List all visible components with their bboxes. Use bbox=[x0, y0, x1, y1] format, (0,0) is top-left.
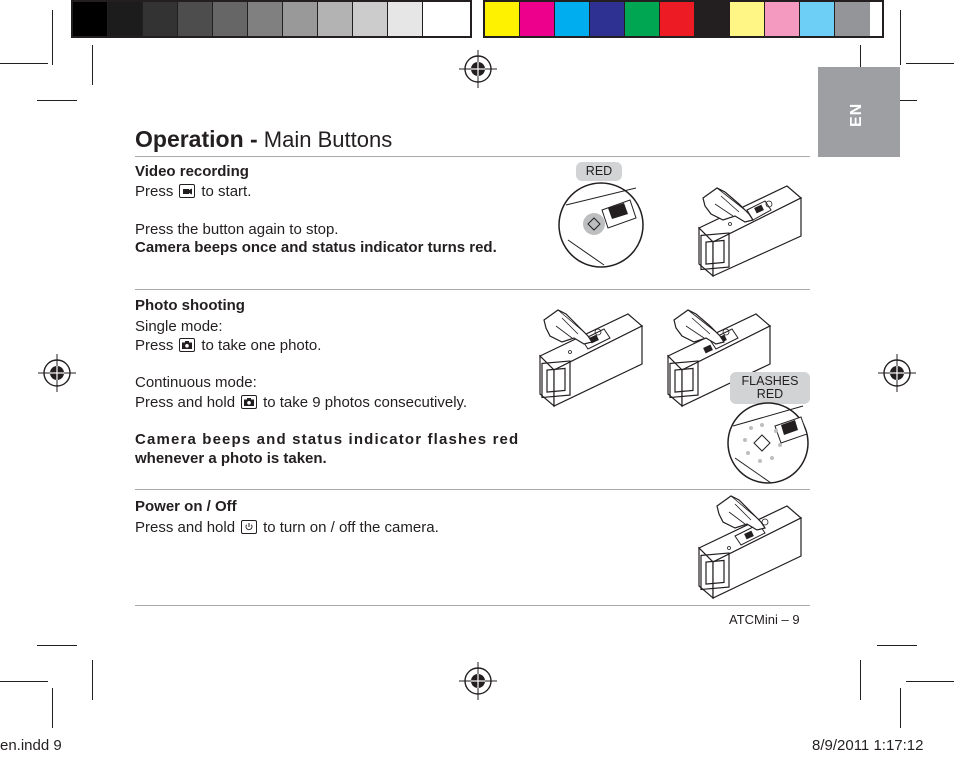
power-heading: Power on / Off bbox=[135, 498, 237, 515]
power-hold-line bbox=[135, 519, 439, 537]
video-start-text: to start. bbox=[201, 183, 252, 200]
registration-mark-bottom bbox=[459, 662, 497, 700]
video-heading: Video recording bbox=[135, 163, 249, 180]
photo-note-line2: whenever a photo is taken. bbox=[135, 450, 327, 467]
color-swatch bbox=[765, 2, 800, 36]
video-note: Camera beeps once and status indicator turns red. bbox=[135, 239, 497, 256]
crop-mark bbox=[906, 63, 954, 64]
crop-mark bbox=[900, 688, 901, 728]
photo-press-line bbox=[135, 337, 321, 355]
crop-mark bbox=[900, 10, 901, 65]
video-press-text: Press bbox=[135, 183, 174, 200]
slug-date: 8/9/2011 1:17:12 bbox=[812, 737, 924, 754]
registration-mark-right bbox=[878, 354, 916, 392]
title-rule bbox=[135, 156, 810, 157]
color-swatch bbox=[800, 2, 835, 36]
flashes-badge-line2: RED bbox=[756, 387, 784, 401]
power-hold-text: Press and hold bbox=[135, 519, 236, 536]
crop-mark bbox=[52, 10, 53, 65]
footer-rule bbox=[135, 605, 810, 606]
photo-take-nine-text: to take 9 photos consecutively. bbox=[263, 394, 468, 411]
grayscale-bar bbox=[71, 0, 472, 38]
page-title bbox=[135, 126, 392, 153]
section-rule bbox=[135, 489, 810, 490]
page-number: ATCMini – 9 bbox=[729, 612, 800, 627]
continuous-mode-label: Continuous mode: bbox=[135, 374, 257, 391]
color-bar bbox=[483, 0, 884, 38]
flashing-indicator-zoom bbox=[725, 400, 811, 486]
photo-hold-text: Press and hold bbox=[135, 394, 236, 411]
gray-swatch bbox=[213, 2, 248, 36]
photo-heading: Photo shooting bbox=[135, 297, 245, 314]
red-status-badge: RED bbox=[576, 162, 622, 181]
photo-press-text: Press bbox=[135, 337, 174, 354]
crop-mark bbox=[860, 660, 861, 700]
crop-mark bbox=[52, 688, 53, 728]
crop-mark bbox=[92, 45, 93, 85]
video-camera-icon bbox=[179, 184, 195, 198]
gray-swatch bbox=[353, 2, 388, 36]
photo-take-one-text: to take one photo. bbox=[201, 337, 322, 354]
page-title-bold: Operation - bbox=[135, 126, 258, 152]
section-rule bbox=[135, 289, 810, 290]
crop-mark bbox=[92, 660, 93, 700]
gray-swatch bbox=[283, 2, 318, 36]
crop-mark bbox=[37, 100, 77, 101]
color-swatch bbox=[555, 2, 590, 36]
gray-swatch bbox=[108, 2, 143, 36]
color-swatch bbox=[625, 2, 660, 36]
color-swatch bbox=[660, 2, 695, 36]
gray-swatch bbox=[423, 2, 458, 36]
photo-camera-icon bbox=[241, 395, 257, 409]
registration-mark-left bbox=[38, 354, 76, 392]
crop-mark bbox=[0, 63, 48, 64]
power-turn-text: to turn on / off the camera. bbox=[263, 519, 439, 536]
photo-hold-line bbox=[135, 394, 467, 412]
status-indicator-zoom bbox=[556, 180, 646, 270]
color-swatch bbox=[695, 2, 730, 36]
photo-note-line1: Camera beeps and status indicator flashes red bbox=[135, 431, 520, 448]
slug-filename: en.indd 9 bbox=[0, 737, 62, 754]
video-press-line bbox=[135, 183, 251, 201]
color-swatch bbox=[590, 2, 625, 36]
flashes-badge-line1: FLASHES bbox=[741, 374, 799, 388]
photo-camera-icon bbox=[179, 338, 195, 352]
gray-swatch bbox=[318, 2, 353, 36]
camera-video-press-illustration bbox=[695, 180, 807, 280]
color-swatch bbox=[485, 2, 520, 36]
gray-swatch bbox=[73, 2, 108, 36]
color-swatch bbox=[730, 2, 765, 36]
camera-photo-press-illustration bbox=[536, 300, 648, 410]
gray-swatch bbox=[143, 2, 178, 36]
single-mode-label: Single mode: bbox=[135, 318, 223, 335]
gray-swatch bbox=[178, 2, 213, 36]
video-stop-text: Press the button again to stop. bbox=[135, 221, 339, 238]
camera-power-press-illustration bbox=[695, 492, 807, 602]
crop-mark bbox=[37, 645, 77, 646]
registration-mark-top bbox=[459, 50, 497, 88]
language-tab bbox=[818, 67, 900, 157]
gray-swatch bbox=[388, 2, 423, 36]
language-tab-label: EN bbox=[848, 102, 865, 127]
page-title-rest: Main Buttons bbox=[263, 127, 393, 152]
power-icon bbox=[241, 520, 257, 534]
color-swatch bbox=[520, 2, 555, 36]
crop-mark bbox=[906, 681, 954, 682]
gray-swatch bbox=[248, 2, 283, 36]
crop-mark bbox=[0, 681, 48, 682]
color-swatch bbox=[835, 2, 870, 36]
crop-mark bbox=[877, 645, 917, 646]
